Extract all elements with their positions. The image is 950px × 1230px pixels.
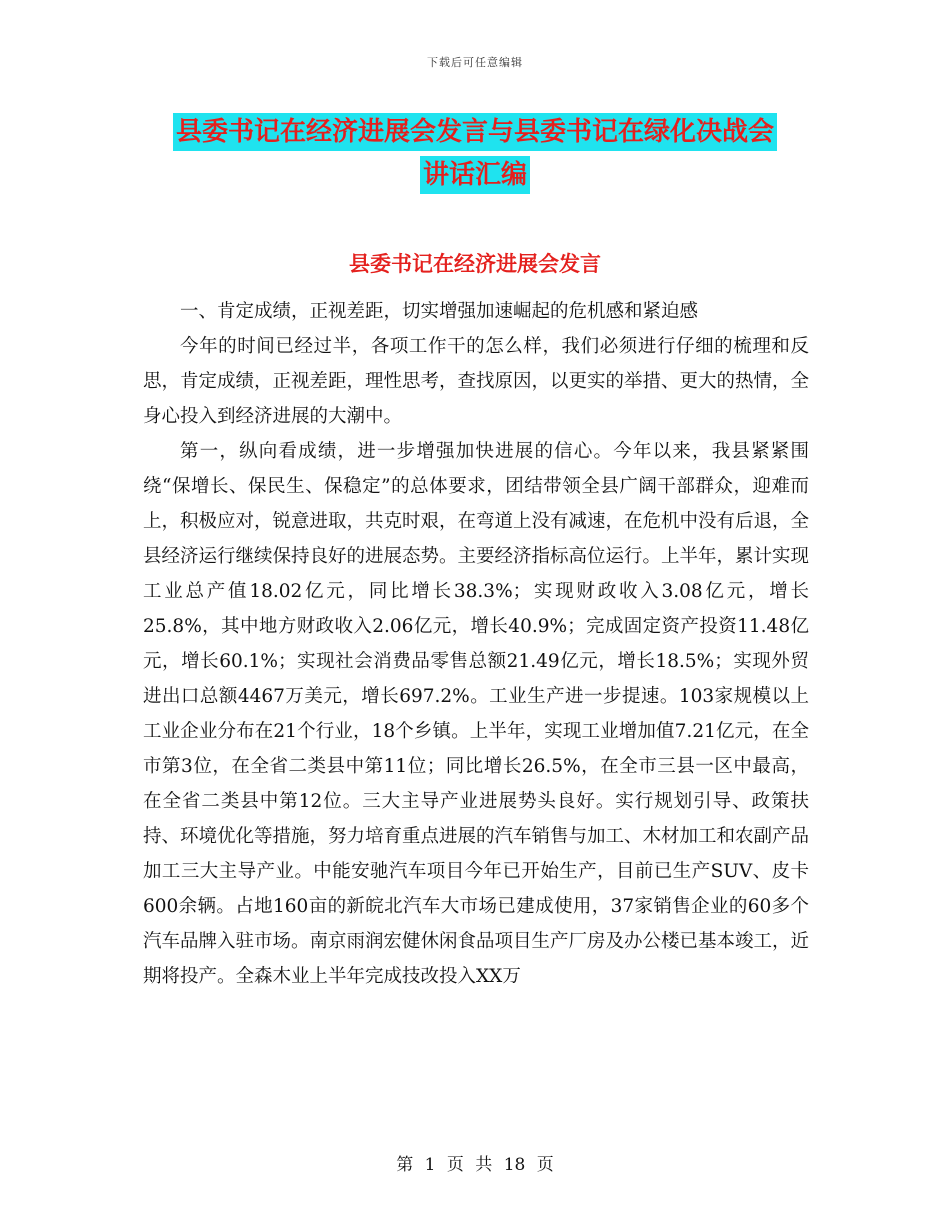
document-body [143, 294, 809, 994]
paragraph-heading: 一、肯定成绩，正视差距，切实增强加速崛起的危机感和紧迫感 [180, 301, 699, 322]
document-title-text-2: 讲话汇编 [420, 156, 530, 194]
document-title-line-1 [0, 109, 950, 155]
header-note: 下载后可任意编辑 [427, 56, 523, 69]
document-title-line-2 [0, 152, 950, 198]
paragraph: 第一，纵向看成绩，进一步增强加快进展的信心。今年以来，我县紧紧围绕“保增长、保民生、保稳定”的总体要求，团结带领全县广阔干部群众，迎难而上，积极应对，锐意进取，共克时艰，在弯道上没有减速，在危机中没有后退，全县经济运行继续保持良好的进展态势。主要经济指标高位运行。上半年，累计实现工业总产值18.02亿元，同比增长38.3%；实现财政收入3.08亿元，增长25.8%，其中地方财政收入2.06亿元，增长40.9%；完成固定资产投资11.48亿元，增长60.1%；实现社会消费品零售总额21.49亿元，增长18.5%；实现外贸进出口总额4467万美元，增长697.2%。工业生产进一步提速。103家规模以上工业企业分布在21个行业，18个乡镇。上半年，实现工业增加值7.21亿元，在全市第3位，在全省二类县中第11位；同比增长26.5%，在全市三县一区中最高，在全省二类县中第12位。三大主导产业进展势头良好。实行规划引导、政策扶持、环境优化等措施，努力培育重点进展的汽车销售与加工、木材加工和农副产品加工三大主导产业。中能安驰汽车项目今年已开始生产，目前已生产SUV、皮卡600余辆。占地160亩的新皖北汽车大市场已建成使用，37家销售企业的60多个汽车品牌入驻市场。南京雨润宏健休闲食品项目生产厂房及办公楼已基本竣工，近期将投产。全森木业上半年完成技改投入XX万 [143, 441, 810, 987]
page-footer: 第 1 页 共 18 页 [396, 1155, 554, 1175]
document-title-text-1: 县委书记在经济进展会发言与县委书记在绿化决战会 [173, 113, 777, 151]
section-title: 县委书记在经济进展会发言 [349, 252, 601, 276]
paragraph: 今年的时间已经过半，各项工作干的怎么样，我们必须进行仔细的梳理和反思，肯定成绩，正视差距，理性思考，查找原因，以更实的举措、更大的热情，全身心投入到经济进展的大潮中。 [143, 336, 810, 427]
